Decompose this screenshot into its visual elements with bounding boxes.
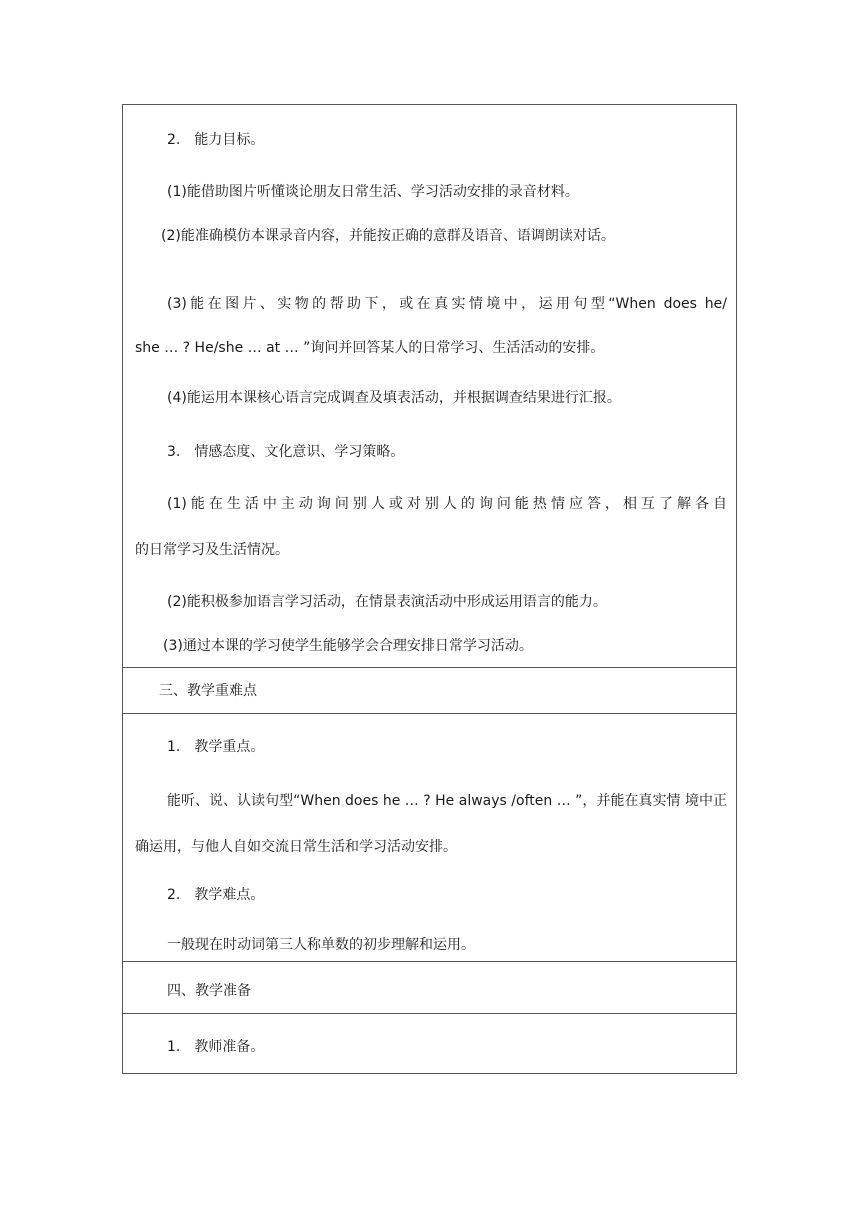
ability-goals-title: 2. 能力目标。 bbox=[167, 132, 265, 148]
ability-item-1: (1)能借助图片听懂谈论朋友日常生活、学习活动安排的录音材料。 bbox=[167, 184, 579, 200]
key-points-body-cell bbox=[123, 713, 736, 961]
key-points-heading-cell bbox=[123, 667, 736, 713]
emotion-item-1-line1: (1)能在生活中主动询问别人或对别人的询问能热情应答，相互了解各自 bbox=[167, 496, 727, 512]
focus-title: 1. 教学重点。 bbox=[167, 739, 265, 755]
key-points-heading: 三、教学重难点 bbox=[159, 683, 257, 699]
difficulty-text: 一般现在时动词第三人称单数的初步理解和运用。 bbox=[167, 937, 475, 953]
focus-text-line1: 能听、说、认读句型“When does he … ? He always /often … ”，并能在真实情 境中正 bbox=[167, 793, 727, 809]
emotion-item-3: (3)通过本课的学习使学生能够学会合理安排日常学习活动。 bbox=[163, 638, 533, 654]
lesson-plan-table bbox=[122, 104, 737, 1074]
ability-item-4: (4)能运用本课核心语言完成调查及填表活动，并根据调查结果进行汇报。 bbox=[167, 390, 621, 406]
ability-item-3-line1: (3)能在图片、实物的帮助下，或在真实情境中，运用句型“When does he/ bbox=[167, 296, 727, 312]
preparation-body-cell bbox=[123, 1013, 736, 1073]
difficulty-title: 2. 教学难点。 bbox=[167, 887, 265, 903]
teacher-preparation-title: 1. 教师准备。 bbox=[167, 1039, 265, 1055]
ability-item-3-line2: she … ? He/she … at … ”询问并回答某人的日常学习、生活活动的安排。 bbox=[135, 340, 605, 356]
goals-cell bbox=[123, 105, 736, 667]
emotion-item-2: (2)能积极参加语言学习活动，在情景表演活动中形成运用语言的能力。 bbox=[167, 594, 607, 610]
emotion-item-1-line2: 的日常学习及生活情况。 bbox=[135, 542, 289, 558]
preparation-heading-cell bbox=[123, 961, 736, 1013]
focus-text-line2: 确运用，与他人自如交流日常生活和学习活动安排。 bbox=[135, 839, 457, 855]
ability-item-2: (2)能准确模仿本课录音内容，并能按正确的意群及语音、语调朗读对话。 bbox=[161, 228, 615, 244]
emotion-goals-title: 3. 情感态度、文化意识、学习策略。 bbox=[167, 444, 405, 460]
preparation-heading: 四、教学准备 bbox=[167, 983, 251, 999]
